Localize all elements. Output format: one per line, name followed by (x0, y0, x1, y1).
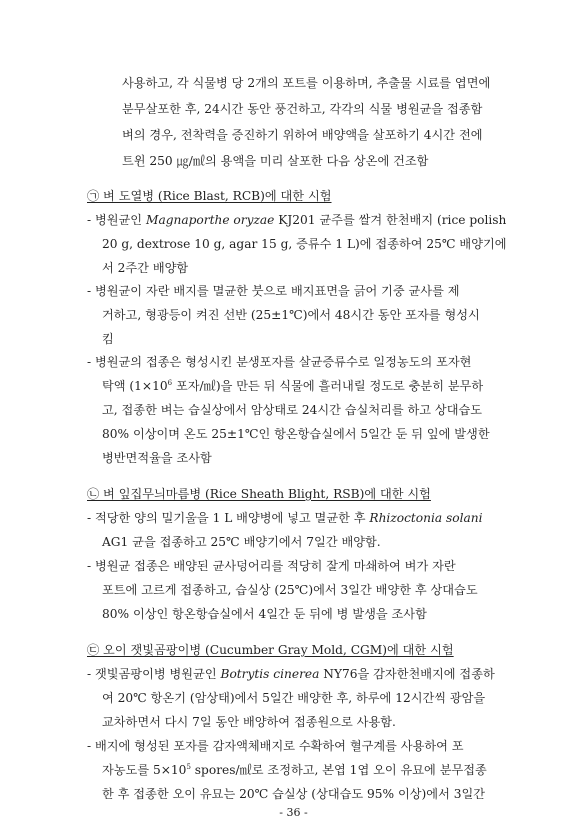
rsb-bullet-1-line-1: - 적당한 양의 밀기울을 1 L 배양병에 넣고 멸균한 후 Rhizoctonia solani (87, 511, 483, 525)
cgm-bullet-1-line-2: 여 20℃ 항온기 (암상태)에서 5일간 배양한 후, 하루에 12시간씩 광암을 (102, 691, 486, 705)
intro-line-1: 사용하고, 각 식물병 당 2개의 포트를 이용하며, 추출물 시료를 엽면에 (122, 76, 491, 90)
rcb-bullet-3-line-3: 고, 접종한 벼는 습실상에서 암상태로 24시간 습실처리를 하고 상대습도 (102, 403, 483, 417)
rsb-bullet-2-line-1: - 병원균 접종은 배양된 균사덩어리를 적당히 잘게 마쇄하여 벼가 자란 (87, 559, 456, 573)
rcb-bullet-3-line-2: 탁액 ($1\times 10^6$ 포자/㎖)을 만든 뒤 식물에 흘러내릴 정도로 충분히 분무하 (102, 379, 484, 393)
cgm-bullet-1-line-1: - 잿빛곰팡이병 병원균인 Botrytis cinerea NY76을 감자한천배지에 접종하 (87, 667, 495, 681)
intro-line-3: 벼의 경우, 전착력을 증진하기 위하여 배양액을 살포하기 4시간 전에 (122, 128, 483, 142)
rsb-bullet-1-line-2: AG1 균을 접종하고 25℃ 배양기에서 7일간 배양함. (102, 535, 381, 549)
rcb-bullet-1-line-1: - 병원균인 Magnaporthe oryzae KJ201 균주를 쌀겨 한천배지 (rice polish (87, 213, 507, 227)
rsb-heading: ㉡ 벼 잎집무늬마름병 (Rice Sheath Blight, RSB)에 대한 시험 (87, 487, 431, 501)
rcb-bullet-3-line-4: 80% 이상이며 온도 25±1℃인 항온항습실에서 5일간 둔 뒤 잎에 발생한 (102, 427, 490, 441)
cgm-bullet-2-line-2: 자농도를 $5\times 10^5$ spores/㎖로 조정하고, 본엽 1엽 오이 유묘에 분무접종 (102, 763, 487, 777)
rcb-bullet-1-line-2: 20 g, dextrose 10 g, agar 15 g, 증류수 1 L)에 접종하여 25℃ 배양기에 (102, 237, 507, 251)
page-number: - 36 - (279, 806, 308, 819)
rcb-bullet-2-line-2: 거하고, 형광등이 켜진 선반 (25±1℃)에서 48시간 동안 포자를 형성시 (102, 308, 480, 322)
rcb-bullet-1-line-3: 서 2주간 배양함 (102, 261, 189, 275)
rsb-bullet-2-line-3: 80% 이상인 항온항습실에서 4일간 둔 뒤에 병 발생을 조사함 (102, 607, 427, 621)
rcb-bullet-3-line-1: - 병원균의 접종은 형성시킨 분생포자를 살균증류수로 일정농도의 포자현 (87, 355, 472, 369)
intro-line-2: 분무살포한 후, 24시간 동안 풍건하고, 각각의 식물 병원균을 접종함 (122, 102, 483, 116)
intro-line-4: 트윈 250 ㎍/㎖의 용액을 미리 살포한 다음 상온에 건조함 (122, 154, 429, 168)
cgm-heading: ㉢ 오이 잿빛곰팡이병 (Cucumber Gray Mold, CGM)에 대한 시험 (87, 643, 454, 657)
rcb-bullet-2-line-3: 킴 (102, 332, 114, 346)
cgm-bullet-2-line-1: - 배지에 형성된 포자를 감자액체배지로 수확하여 혈구계를 사용하여 포 (87, 739, 464, 753)
rsb-bullet-2-line-2: 포트에 고르게 접종하고, 습실상 (25℃)에서 3일간 배양한 후 상대습도 (102, 583, 478, 597)
cgm-bullet-2-line-3: 한 후 접종한 오이 유묘는 20℃ 습실상 (상대습도 95% 이상)에서 3일간 (102, 787, 486, 801)
rcb-bullet-3-line-5: 병반면적율을 조사함 (102, 451, 212, 465)
cgm-bullet-1-line-3: 교차하면서 다시 7일 동안 배양하여 접종원으로 사용함. (102, 715, 396, 729)
rcb-bullet-2-line-1: - 병원균이 자란 배지를 멸균한 붓으로 배지표면을 긁어 기중 균사를 제 (87, 284, 460, 298)
rcb-heading: ㉠ 벼 도열병 (Rice Blast, RCB)에 대한 시험 (87, 189, 332, 203)
